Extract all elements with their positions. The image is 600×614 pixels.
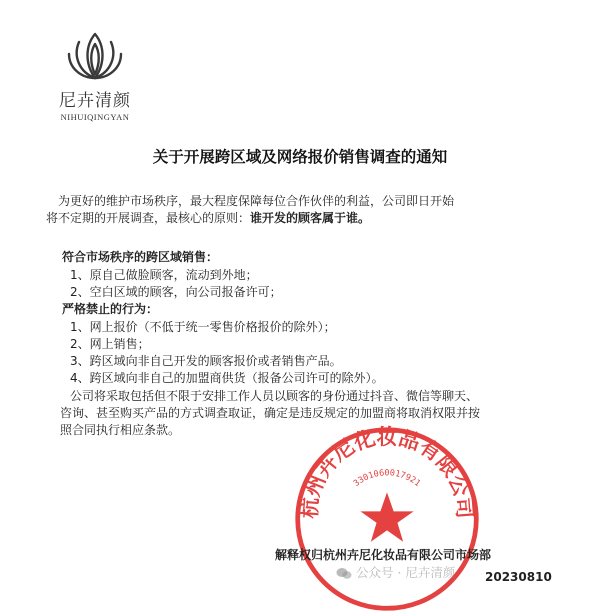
closing-line-3: 照合同执行相应条款。 bbox=[60, 423, 181, 437]
brand-logo bbox=[50, 28, 140, 124]
cross-region-item: 1、原自己做脸顾客，流动到外地； bbox=[70, 268, 258, 282]
forbidden-item: 4、跨区域向非自己的加盟商供货（报备公司许可的除外）。 bbox=[70, 371, 384, 385]
wechat-icon bbox=[336, 567, 352, 580]
forbidden-item: 3、跨区域向非自己开发的顾客报价或者销售产品。 bbox=[70, 354, 342, 368]
closing-line-1: 公司将采取包括但不限于安排工作人员以顾客的身份通过抖音、微信等聊天、 bbox=[70, 389, 479, 403]
footer-department: 解释权归杭州卉尼化妆品有限公司市场部 bbox=[275, 548, 492, 562]
seal-number-text: 3301060017921 bbox=[351, 468, 423, 489]
lotus-logo-icon bbox=[65, 28, 125, 84]
core-principle: 谁开发的顾客属于谁。 bbox=[250, 211, 371, 225]
forbidden-item: 1、网上报价（不低于统一零售价格报价的除外）； bbox=[70, 320, 336, 334]
intro-line-2-text: 将不定期的开展调查，最核心的原则： bbox=[46, 211, 251, 225]
notice-title: 关于开展跨区域及网络报价销售调查的通知 bbox=[152, 148, 448, 166]
cross-region-item: 2、空白区域的顾客，向公司报备许可； bbox=[70, 285, 282, 299]
seal-star-icon bbox=[360, 492, 413, 541]
intro-line-2 bbox=[46, 209, 370, 227]
intro-line-1: 为更好的维护市场秩序，最大程度保障每位合作伙伴的利益，公司即日开始 bbox=[58, 194, 455, 208]
closing-line-2: 咨询、甚至购买产品的方式调查取证，确定是违反规定的加盟商将取消权限并按 bbox=[60, 406, 481, 420]
watermark bbox=[336, 563, 455, 581]
logo-chinese-name: 尼卉清颜 bbox=[59, 91, 131, 111]
seal-company-text: 杭州卉尼化妆品有限公司 bbox=[297, 424, 477, 520]
company-seal bbox=[292, 424, 482, 614]
watermark-text: 公众号 · 尼卉清颜 bbox=[356, 565, 456, 580]
cross-region-heading: 符合市场秩序的跨区域销售： bbox=[62, 250, 219, 264]
footer-date: 20230810 bbox=[485, 570, 552, 584]
forbidden-item: 2、网上销售； bbox=[70, 337, 150, 351]
forbidden-heading: 严格禁止的行为： bbox=[62, 302, 159, 316]
logo-english-name: NIHUIQINGYAN bbox=[60, 112, 130, 122]
